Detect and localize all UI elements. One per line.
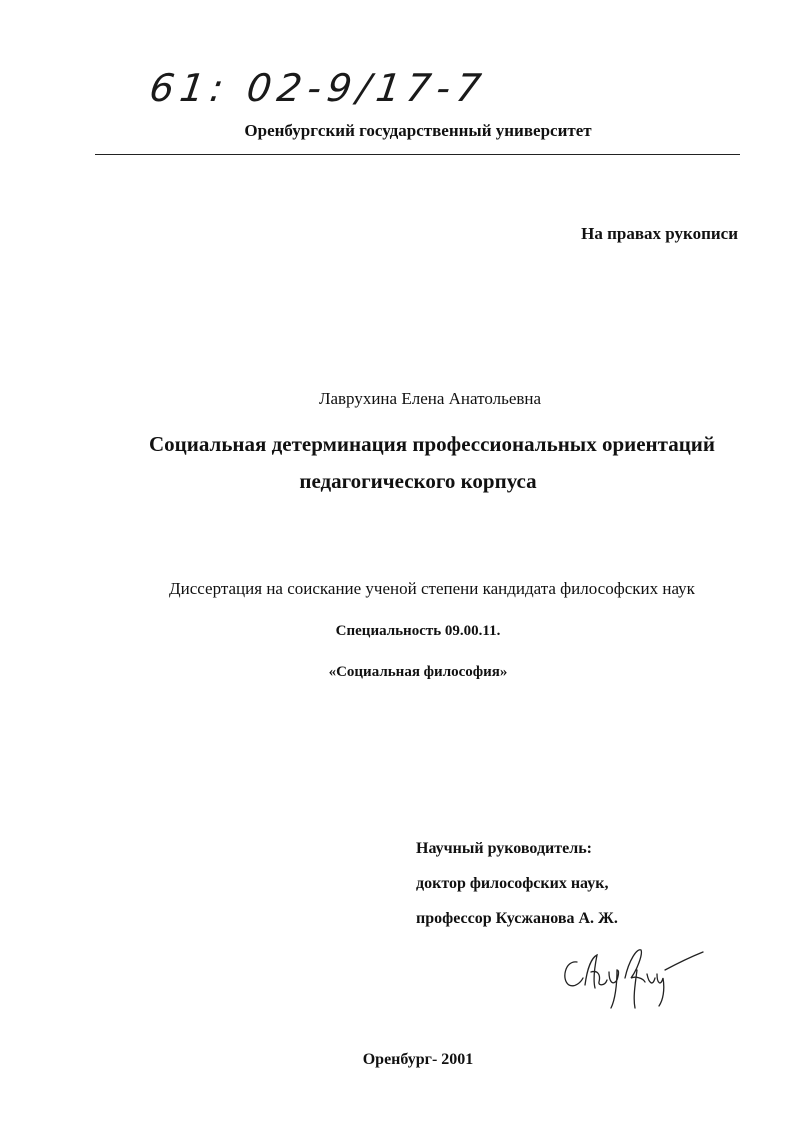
university-name: Оренбургский государственный университет (244, 121, 592, 140)
handwritten-archive-code: 61: 02-9/17-7 (146, 66, 490, 110)
header-divider (95, 154, 740, 155)
supervisor-degree: доктор философских наук, (416, 875, 609, 892)
supervisor-label: Научный руководитель: (416, 840, 592, 857)
supervisor-signature (555, 940, 705, 1015)
manuscript-note: На правах рукописи (581, 224, 738, 243)
city-year: Оренбург- 2001 (362, 1051, 474, 1068)
specialty-code: Специальность 09.00.11. (335, 623, 501, 639)
title-line-2: педагогического корпуса (299, 469, 537, 493)
degree-statement: Диссертация на соискание ученой степени кандидата философских наук (169, 579, 695, 598)
specialty-name: «Социальная философия» (328, 664, 508, 680)
author-name: Лаврухина Елена Анатольевна (318, 389, 542, 408)
supervisor-name: профессор Кусжанова А. Ж. (416, 910, 618, 927)
title-line-1: Социальная детерминация профессиональных ориентаций (148, 432, 716, 456)
